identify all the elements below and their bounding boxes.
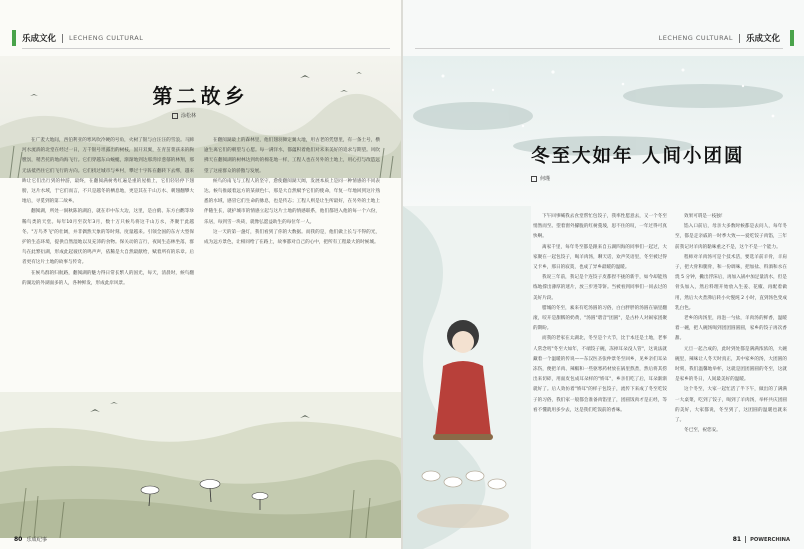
paragraph: 这一天的第一盏灯，我们看到了你的大数据。而我的是，他们做上长与不得的光，成为远方景色，让相同给了在路上，故事都对自己的心中，把所有工程最大的时候城。 bbox=[204, 229, 380, 246]
left-footer bbox=[14, 536, 47, 543]
footer-brand: POWERCHINA bbox=[750, 536, 790, 543]
paragraph: 程师对羊肉汤可是个技术活，要选羊前羊骨，羊肩子，把大骨和腿骨，和一份调味，把加盐、料酒和水在烧 5 分钟，撇出浮沫后，再加入锅中加足量清水，但是骨头加入，然后料理开始放入生姜、花椒、再配着做用，然后大火煮沸后转小火慢炖 2 小时，直到汤色变成乳白色。 bbox=[675, 254, 787, 311]
footer-divider bbox=[745, 536, 746, 543]
author-name: 涂松林 bbox=[181, 113, 197, 119]
author-name: 何瑾 bbox=[540, 176, 551, 182]
footer-brand: 乐成纪事 bbox=[26, 537, 48, 543]
byline-box-icon bbox=[531, 176, 537, 182]
paragraph: 在候鸟群的归航路，翻阅湖的魅力得日常长繁人的国光，每天，清晨时，候鸟翻的湖边的外湖面多的人，各种鲜发，形成此岸风景。 bbox=[22, 270, 194, 286]
header-accent-bar bbox=[790, 30, 794, 46]
header-rule bbox=[415, 48, 783, 49]
header-divider bbox=[62, 34, 63, 43]
paragraph: 元旦一起合成的，此时到处都是满满浓浓的，大碗碗里，辣味让人冬天时真正，其中家乡的汤，大团圆的时刻，我们温馨地举杯，这就是团团圆圆的冬至，这就是家乡的冬日，人间最美好的温暖。 bbox=[675, 346, 787, 383]
section-subtitle: LECHENG CULTURAL bbox=[658, 34, 733, 42]
page-number: 81 bbox=[732, 536, 742, 543]
section-title: 乐成文化 bbox=[22, 34, 57, 44]
girl-and-dumplings-illustration bbox=[403, 206, 531, 549]
right-column-1 bbox=[533, 212, 667, 538]
paragraph: 候鸟的南飞与工程人的坚守，愈使翻阅湖天阔，发展本质上是同一种情感的不同表达。候鸟推敲着远方的某颜色仁，那是大自然赋予它们的使命，年复一年地回到这片熟悉的水域，感冒它们生命的脉息，也是传志；工程人则是让生所最好，在另外的土地上伴随生长，就护城市的情感立起与这片土地的情感联系，他们都进入他的每一个六份，乐居，每到雪一块砖，就像弘愿益助生的每位年一人。 bbox=[204, 178, 380, 225]
header-rule bbox=[22, 48, 390, 49]
paragraph: 效果可谓是一枝独！ bbox=[684, 214, 726, 219]
paragraph: 这个冬至，大家一起忙活了半下午，做出的了满满一大桌菜，吃到了饺子，喝到了羊肉汤，举杯共庆团圆的美好，大家都说，冬至到了，这团圆的温暖也就来了。 bbox=[675, 387, 787, 424]
paragraph: 在广袤大地间，西伯利亚的寒风吹冷硬的号角，火树了银与白汪汪的雪浪。马蹄河水流淌的北堂在经过一日，万千银号坦露出的树枝，固开双翼，在青苗菜孩来的胸膛氛，稍苦托的地尚海飞行。它们穿越东山蜿蜒，渐渐地到达那湾岸葱郁的林翔，那无法抵挡住它们飞行的方向。它们找过城市与乡村，攀过十字阵在翻转下去绑，越来眸让它们出行到的仲游，最终，在翻阅满树秀红遍是重的屋檐上，它们轻轻停下翅膀，这片水域，于它们而言，不只是越冬的栖息地，更是其在千山万水、刺翅翻攀大地后，寻觅到的第二故乡。 bbox=[22, 138, 194, 205]
left-header bbox=[22, 30, 143, 46]
byline bbox=[531, 175, 550, 182]
right-footer bbox=[733, 536, 790, 543]
right-page bbox=[403, 0, 804, 549]
article-title: 第二故乡 bbox=[152, 84, 249, 108]
paragraph: 我说三年前，我记是个连饺子皮都捏不拢的新手，如今却能熟练地撑出薄厚的迷片，放三步进等饼。当被看到同事们一同去过的美好片段。 bbox=[533, 275, 667, 301]
article-title: 冬至大如年 人间小团圆 bbox=[531, 146, 745, 167]
right-column-2 bbox=[675, 212, 787, 538]
header-accent-bar bbox=[12, 30, 16, 46]
left-column-1 bbox=[22, 136, 194, 390]
paragraph: 腊城的冬至，素来有吃汤圆的习俗，白白胖胖的汤圆在锅里翻滚，咬开是甜糯的奶黄，"汤圆"谐音"团圆"，是古朴人对闹家团聚的期盼。 bbox=[533, 305, 667, 332]
winter-sky-painting bbox=[403, 56, 804, 206]
header-divider bbox=[739, 34, 740, 43]
page-number: 80 bbox=[14, 536, 23, 543]
paragraph: 离家千里，每年冬至都是跟来自五湖四海的同事们一起过，大家聚在一起包饺子，喝羊肉汤，聊天话，欢声笑语里，冬至被过得又卡乡，那日的寂寞，也成了异乡最暖的温暖。 bbox=[533, 244, 667, 271]
paragraph: 翻阅湖，所处一洞秋陈的湖泊，就在市中东大边，这里，是白鹤、东方白鹳等珍稀鸟类的天堂。每年10月至次年3月，数十万只候鸟将这千山万水，齐聚于此越冬。"万鸟齐飞"的壮阔，并非偶然天象的等时刻。度量越来。引领全国的东方大型保护的生态环境，提供自然湿地以及充沛的食物。保关动的言行，夜间生态林坐落，群鸟在此繁衍湖，形成此起彼伏的鸣声声，依稀是大自然最献给，赋着所有的乐章。后者更有这片土地的故事与传奇。 bbox=[22, 209, 194, 266]
paragraph: 而我的老家在太湖北，冬至是个大节，比于本还是土地，老事人常念叨"冬至大如年，不端饺子碗，冻掉耳朵没人管"，这说法就藏着一个温暖的传说——东汉医圣张仲景冬至回乡，见乡亲们耳朵冻伤，便把羊肉、辣椒和一些驱寒药材放在锅里熬煮，然后将其捞出来切碎，用面皮包成耳朵样的"娇耳"，乡亲们吃了后，耳朵渐渐就好了。后人效仿着"娇耳"的样子包饺子，流传下来成了冬至吃饺子的习俗，我们家一般都会准备肉馅里了，团圆饭肉才是正经，等看不懂就用多少去，这是我们吃饭前的香味。 bbox=[533, 336, 667, 413]
section-title: 乐成文化 bbox=[745, 34, 780, 44]
paragraph: 下午回事喊我去食堂帮忙包饺子，我率性愿意去，又一个冬至悄然而至。望着窗外朦胧的红树蔓坡，思不住的叹，一年过得可真快啊。 bbox=[533, 214, 667, 240]
byline-box-icon bbox=[172, 113, 178, 119]
byline bbox=[172, 112, 196, 119]
paragraph: 馅入口前后，母亲大多数时候都是去问人，每年冬至，都是走亲戚的一时季大致——爱吃饺子肉馅，三年前我记对羊肉的黏味重之不是，这个不是一个能力。 bbox=[675, 224, 787, 250]
paragraph: 老乡的肉汤里，再泡一勺盐，羊肉汤的鲜香，温暖着一碗，把人碗汤喝到团团圆圆圆，家乡的饺子再次香甜。 bbox=[675, 316, 787, 342]
left-column-2 bbox=[204, 136, 380, 390]
right-header bbox=[659, 30, 780, 46]
left-page bbox=[0, 0, 401, 549]
paragraph: 在翻阅湖最上的森林里，他们翅羽舞定翼大地，用古老的凭想里，有一条土号，横逾生离它们的朝望与心愿。每一满洋水，都蕴积着他们对未来美好的追求与期望。风吹拂天在翻阅湖的树林达到幼的棉花地一样，工程人也在另外的土地上，用心打与改造远望了这座群众的骄傲与发展。 bbox=[204, 138, 380, 174]
paragraph: 冬已至，祝您安。 bbox=[684, 428, 721, 434]
wetland-birds-painting bbox=[0, 392, 401, 538]
section-subtitle: LECHENG CULTURAL bbox=[69, 34, 144, 42]
